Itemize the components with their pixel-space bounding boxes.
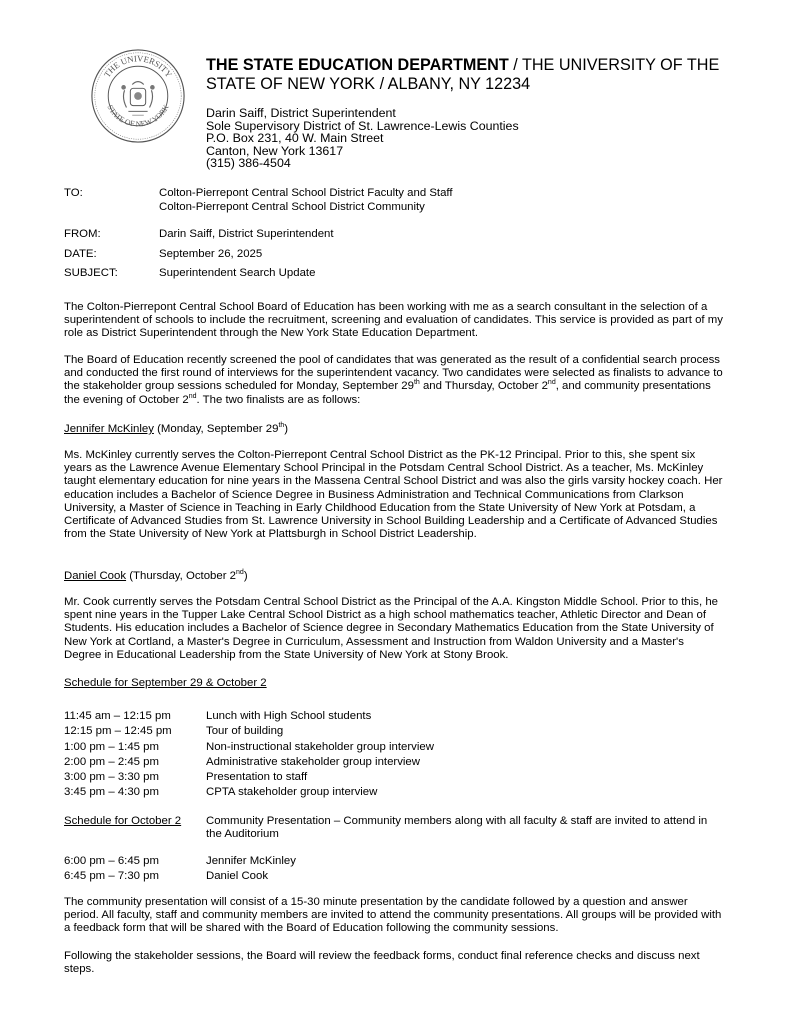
schedule-time: 11:45 am – 12:15 pm <box>64 710 171 722</box>
svg-text:STATE OF NEW YORK <box>105 103 170 129</box>
seal-text-bottom: STATE OF NEW YORK <box>105 103 171 129</box>
schedule-row <box>64 710 724 725</box>
schedule-row <box>64 771 724 786</box>
letterhead-title <box>206 56 766 94</box>
sender-phone: (315) 386-4504 <box>206 156 291 171</box>
finalists-text-b: and Thursday, October 2 <box>419 380 548 393</box>
candidate-2-heading <box>64 570 724 583</box>
candidate-1-name: Jennifer McKinley <box>64 423 154 435</box>
closing-text-2: Following the stakeholder sessions, the Board will review the feedback forms, conduct final reference checks and discuss next steps. <box>64 950 700 976</box>
from-label: FROM: <box>64 228 101 240</box>
date-label: DATE: <box>64 248 97 260</box>
department-name: THE STATE EDUCATION DEPARTMENT <box>206 56 509 74</box>
october-2-description: Community Presentation – Community members along with all faculty & staff are invited to attend in the Auditorium <box>206 815 708 841</box>
candidate-1-date-b: ) <box>284 423 289 435</box>
schedule-desc: Lunch with High School students <box>206 710 372 722</box>
schedule-row <box>64 786 724 801</box>
october-2-heading: Schedule for October 2 <box>64 815 182 827</box>
schedule-time: 3:00 pm – 3:30 pm <box>64 771 159 784</box>
to-line-1: Colton-Pierrepont Central School District Faculty and Staff <box>159 187 453 199</box>
candidate-2-date-b: ) <box>243 570 248 582</box>
schedule-heading <box>64 677 724 690</box>
schedule-desc: Daniel Cook <box>206 870 269 883</box>
candidate-1-bio-text: Ms. McKinley currently serves the Colton-Pierrepont Central School District as the PK-12 Principal. Prior to this, she spent six years as the Lawrence Avenue Elementary School Principal in the Potsdam Central School District. As a teacher, Ms. McKinley taught elementary education for nine years in the Massena Central School District and was also the girls varsity hockey coach. Her education includes a Bachelor of Science Degree in Business Administration and Technical Communications from Clarkson University, a Master of Science in Teaching in Early Childhood Education from the State University of New York at Potsdam, a Certificate of Advanced Studies from St. Lawrence University in School Building Leadership and a Certificate of Advanced Studies from the State University of New York at Plattsburgh in School District Leadership. <box>64 449 723 541</box>
sup-nd-2: nd <box>188 392 197 400</box>
finalists-paragraph <box>64 354 724 407</box>
closing-paragraph-1 <box>64 896 724 936</box>
schedule-row <box>64 756 724 771</box>
schedule-row <box>64 870 724 884</box>
evening-schedule-table <box>64 855 724 884</box>
candidate-1-sup: th <box>278 422 285 430</box>
schedule-time: 6:00 pm – 6:45 pm <box>64 855 159 867</box>
to-line-2: Colton-Pierrepont Central School District Community <box>159 201 425 213</box>
schedule-desc: Administrative stakeholder group interview <box>206 755 420 768</box>
subject-value: Superintendent Search Update <box>159 267 316 279</box>
schedule-desc: Jennifer McKinley <box>206 855 296 867</box>
subject-label: SUBJECT: <box>64 267 118 279</box>
candidate-2-name: Daniel Cook <box>64 570 127 582</box>
schedule-heading-text: Schedule for September 29 & October 2 <box>64 677 267 689</box>
sender-block <box>206 107 519 170</box>
candidate-1-bio <box>64 449 724 541</box>
schedule-time: 3:45 pm – 4:30 pm <box>64 786 159 799</box>
candidate-1-heading <box>64 423 724 436</box>
schedule-row <box>64 741 724 756</box>
candidate-1-date-a: (Monday, September 29 <box>153 423 279 435</box>
closing-text-1: The community presentation will consist of a 15-30 minute presentation by the candidate followed by a question and answer period. All faculty, staff and community members are invited to attend the community presentations. All groups will be provided with a feedback form that will be shared with the Board of Education following the community sessions. <box>64 896 722 935</box>
department-address: / THE UNIVERSITY OF THE STATE OF NEW YORK / ALBANY, NY 12234 <box>206 56 720 93</box>
candidate-2-sup: nd <box>236 569 244 577</box>
schedule-table <box>64 710 724 802</box>
to-label: TO: <box>64 187 83 199</box>
schedule-desc: Presentation to staff <box>206 771 308 784</box>
intro-text: The Colton-Pierrepont Central School Board of Education has been working with me as a search consultant in the selection of a superintendent of schools to include the recruitment, screening and evaluation of candidates. This service is provided as part of my role as District Superintendent through the New York State Education Department. <box>64 301 723 340</box>
schedule-time: 2:00 pm – 2:45 pm <box>64 755 159 768</box>
schedule-time: 12:15 pm – 12:45 pm <box>64 725 172 738</box>
finalists-text-c: , and community presentations the evening of October 2 <box>64 380 711 406</box>
sup-th: th <box>413 379 420 387</box>
sender-po-box: P.O. Box 231, 40 W. Main Street <box>206 131 384 146</box>
schedule-desc: Tour of building <box>206 725 284 738</box>
schedule-time: 6:45 pm – 7:30 pm <box>64 870 159 883</box>
finalists-text <box>64 354 724 407</box>
schedule-row <box>64 855 724 870</box>
sender-city: Canton, New York 13617 <box>206 143 344 158</box>
sender-name: Darin Saiff, District Superintendent <box>206 106 396 120</box>
candidate-2-bio <box>64 596 724 662</box>
date-value: September 26, 2025 <box>159 248 263 260</box>
schedule-desc: Non-instructional stakeholder group interview <box>206 740 434 753</box>
from-value: Darin Saiff, District Superintendent <box>159 228 334 240</box>
sup-nd: nd <box>547 379 556 387</box>
candidate-2-date-a: (Thursday, October 2 <box>126 570 237 582</box>
schedule-time: 1:00 pm – 1:45 pm <box>64 740 159 753</box>
schedule-row <box>64 725 724 740</box>
finalists-text-a: The Board of Education recently screened the pool of candidates that was generated as the result of a confidential search process and conducted the first round of interviews for the superintendent vacancy. Two candidates were selected as finalists to advance to the stakeholder group sessions scheduled for Monday, September 29 <box>64 354 723 393</box>
candidate-2-bio-text: Mr. Cook currently serves the Potsdam Central School District as the Principal of the A.A. Kingston Middle School. Prior to this, he spent nine years in the Tupper Lake Central School District as a high school mathematics teacher, Athletic Director and Dean of Students. His education includes a Bachelor of Science degree in Secondary Mathematics Education from the State University of New York at Cortland, a Master's Degree in Curriculum, Assessment and Instruction from Waldon University and a Master's Degree in Educational Leadership from the State University of New York at Stony Brook. <box>64 596 718 661</box>
intro-paragraph <box>64 301 724 341</box>
state-seal-icon <box>90 48 186 144</box>
closing-paragraph-2 <box>64 950 724 976</box>
schedule-desc: CPTA stakeholder group interview <box>206 786 378 799</box>
seal-text-top: THE UNIVERSITY <box>101 53 175 80</box>
finalists-text-d: . The two finalists are as follows: <box>196 393 361 406</box>
sender-district: Sole Supervisory District of St. Lawrence-Lewis Counties <box>206 118 519 133</box>
